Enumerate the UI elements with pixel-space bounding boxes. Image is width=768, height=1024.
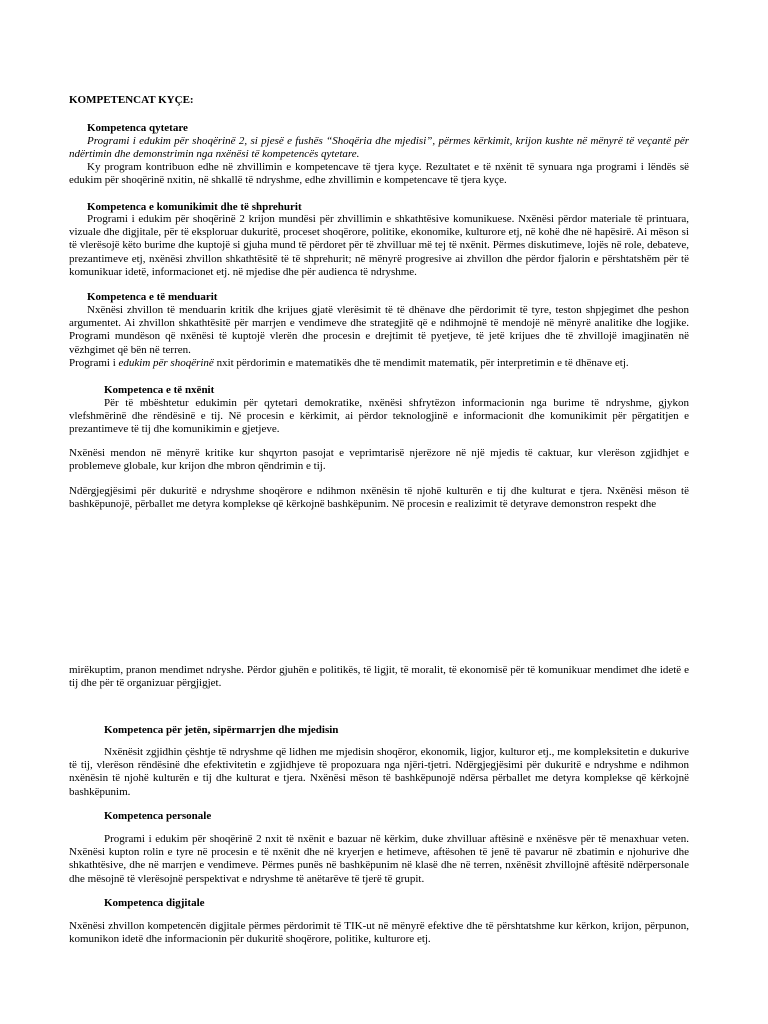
heading-kompetenca-komunikimit: Kompetenca e komunikimit dhe të shprehurit [87,201,302,213]
paragraph-nxenit-1: Për të mbështetur edukimin për qytetari demokratike, nxënësi shfrytëzon informacionin nga burime të ndryshme, gjykon vlefshmërinë dhe rëndësinë e tij. Në procesin e kërkimit, ai përdor teknologjinë e informacionit dhe komunikimit për përgatitjen e prezantimeve të tij dhe komunikimin e gjetjeve. [69,397,689,436]
heading-kompetenca-personale: Kompetenca personale [104,810,212,822]
heading-kompetenca-jeten: Kompetenca për jetën, sipërmarrjen dhe mjedisin [104,724,339,736]
heading-kompetenca-menduarit: Kompetenca e të menduarit [87,291,218,303]
text-programi: Programi i [69,357,119,369]
paragraph-digjitale-body: Nxënësi zhvillon kompetencën digjitale përmes përdorimit të TIK-ut në mënyrë efektive dhe të përshtatshme kur kërkon, krijon, përpunon, komunikon idetë dhe informacionin për dukuritë shoqërore, politike, kulturore etj. [69,920,689,946]
text-edukim-italic: edukim për shoqërinë [118,357,214,369]
heading-kompetenca-nxenit: Kompetenca e të nxënit [104,384,215,396]
paragraph-qytetare-body: Ky program kontribuon edhe në zhvillimin e kompetencave të tjera kyçe. Rezultatet e të nxënit të synuara nga programi i lëndës së edukim për shoqërinë nxitin, në shkallë të ndryshme, edhe zhvillimin e kompetencave të tjera kyçe. [69,161,689,187]
heading-kompetenca-qytetare: Kompetenca qytetare [87,122,188,134]
paragraph-personale-body: Programi i edukim për shoqërinë 2 nxit të nxënit e bazuar në kërkim, duke zhvilluar aftësinë e nxënësve për të menaxhuar veten. Nxënësi kupton rolin e tyre në procesin e të nxënit dhe në kryerjen e hetimeve, aftësohen të jenë të pavarur në zbatimin e njohurive dhe shkathtësive, dhe në marrjen e vendimeve. Përmes punës në bashkëpunim në klasë dhe në terren, nxënësit zhvillojnë aftësitë ndërpersonale dhe mësojnë të vlerësojnë perspektivat e ndryshme të anëtarëve të tjerë të grupit. [69,833,689,885]
paragraph-nxenit-2: Nxënësi mendon në mënyrë kritike kur shqyrton pasojat e veprimtarisë njerëzore në një mjedis të caktuar, kur vlerëson zgjidhjet e problemeve globale, kur krijon dhe mbron qëndrimin e tij. [69,447,689,473]
paragraph-nxenit-3b: mirëkuptim, pranon mendimet ndryshe. Përdor gjuhën e politikës, të ligjit, të moralit, të ekonomisë për të komunikuar mendimet dhe idetë e tij dhe për të organizuar përgjigjet. [69,664,689,690]
paragraph-komunikimit-body: Programi i edukim për shoqërinë 2 krijon mundësi për zhvillimin e shkathtësive komunikuese. Nxënësi përdor materiale të printuara, vizuale dhe digjitale, për të eksploruar dukuritë, proceset shoqërore, politike, ekonomike, kulturore etj, në kohë dhe në hapësirë. Ai mëson si të vlerësojë këto burime dhe kuptojë si gjuha mund të përdoret për të zhvilluar më tej të nxënit. Përmes diskutimeve, lojës në role, debateve, prezantimeve etj, nxënësi zhvillon shkathtësitë të të shprehurit; në mënyrë progresive ai zhvillon dhe përdor fjalorin e përshtatshëm për të komunikuar idetë, informacionet etj. në mjedise dhe për audienca të ndryshme. [69,213,689,278]
paragraph-menduarit-body: Nxënësi zhvillon të menduarin kritik dhe krijues gjatë vlerësimit të të dhënave dhe përdorimit të tyre, teston shpjegimet dhe peshon argumentet. Ai zhvillon shkathtësitë për marrjen e vendimeve dhe strategjitë që e ndihmojnë të mendojë në mënyrë analitike dhe logjike. Programi mundëson që nxënësi të kuptojë vlerën dhe procesin e drejtimit të pyetjeve, të jetë krijues dhe të zhvillojë imagjinatën në vëzhgimet që bën në terren. [69,304,689,356]
paragraph-jeten-body: Nxënësit zgjidhin çështje të ndryshme që lidhen me mjedisin shoqëror, ekonomik, ligjor, kulturor etj., me kompleksitetin e dukurive të tij, vlerëson rëndësinë dhe efektivitetin e zgjidhjeve të propozuara nga njëri-tjetri. Ndërgjegjësimi për dukuritë e ndryshme e ndihmon nxënësin të njohë kulturën e tij dhe kulturat e tjera. Nxënësi mëson të bashkëpunojë ndërsa përballet me detyra komplekse që kërkojnë bashkëpunim. [69,746,689,798]
paragraph-qytetare-intro: Programi i edukim për shoqërinë 2, si pjesë e fushës “Shoqëria dhe mjedisi”, përmes kërkimit, krijon kushte në mënyrë të veçantë për ndërtimin dhe demonstrimin nga nxënësi të kompetencës qytetare. [69,135,689,161]
text-matematik: nxit përdorimin e matematikës dhe të mendimit matematik, për interpretimin e të dhënave etj. [213,357,629,369]
paragraph-nxenit-3a: Ndërgjegjësimi për dukuritë e ndryshme shoqërore e ndihmon nxënësin të njohë kulturën e tij dhe kulturat e tjera. Nxënësi mëson të bashkëpunojë, përballet me detyra komplekse që kërkojnë bashkëpunim. Në procesin e realizimit të detyrave demonstron respekt dhe [69,485,689,511]
heading-kompetenca-digjitale: Kompetenca digjitale [104,897,205,909]
paragraph-menduarit-matematik [69,357,689,370]
document-title: KOMPETENCAT KYÇE: [69,94,194,106]
